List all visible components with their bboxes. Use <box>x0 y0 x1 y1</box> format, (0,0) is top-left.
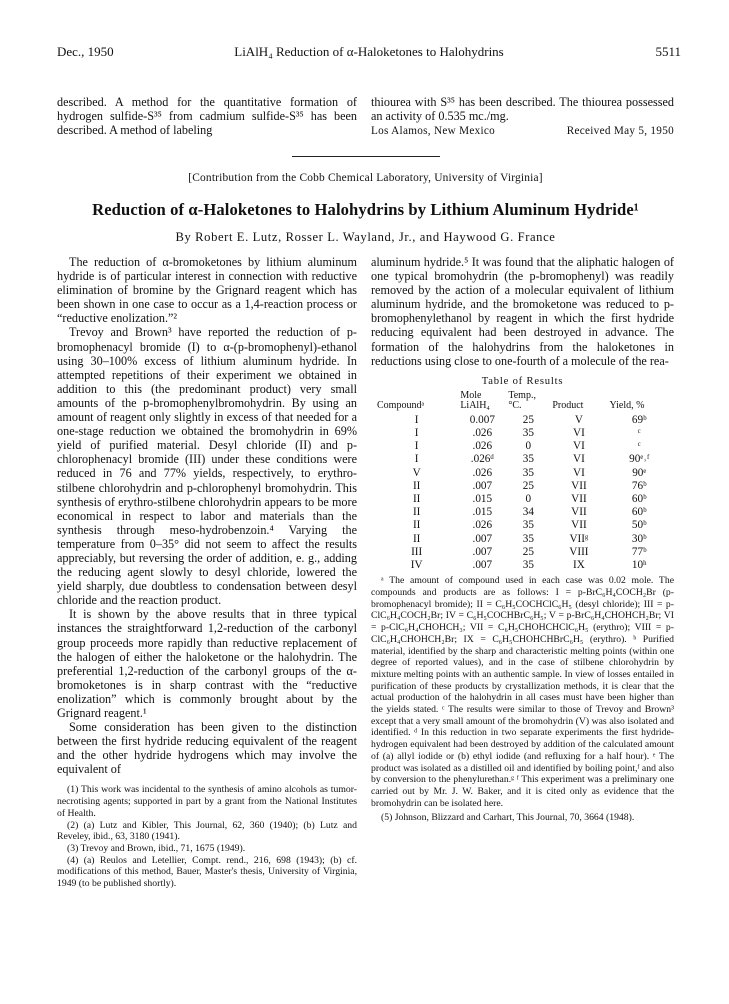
table-cell: .026 <box>472 440 493 453</box>
prev-article-signature <box>371 124 674 138</box>
table-header: Compoundᵃ <box>377 400 425 412</box>
table-cell: .015 <box>472 506 493 519</box>
table-cell: I <box>414 440 419 453</box>
table-cell: .026 <box>472 519 493 532</box>
table-cell: 35 <box>522 453 534 466</box>
table-cell: 76ᵇ <box>631 479 647 492</box>
table-cell: .007 <box>472 479 493 492</box>
footnote: (1) This work was incidental to the synthesis of amino alcohols as tumor-necrotising agents; supported in part by a grant from the National Institutes of Health. <box>57 784 357 819</box>
table-cell: .026 <box>472 466 493 479</box>
table-header-row <box>375 391 671 414</box>
table-cell: II <box>412 506 421 519</box>
prev-article-right <box>371 95 674 138</box>
table-cell: VI <box>573 427 585 440</box>
table-cell: 0 <box>525 440 532 453</box>
table-cell: 0.007 <box>469 413 495 426</box>
running-header <box>57 44 681 62</box>
table-cell: VII <box>571 493 587 506</box>
right-column <box>371 255 674 824</box>
table-row <box>375 546 671 559</box>
table-cell: IX <box>573 559 585 572</box>
table-row <box>375 440 671 453</box>
footnote: (5) Johnson, Blizzard and Carhart, This Journal, 70, 3664 (1948). <box>381 812 635 824</box>
table-cell: 10ʰ <box>631 559 647 572</box>
table-row <box>375 480 671 493</box>
table-cell: VI <box>573 453 585 466</box>
table-cell: 35 <box>522 466 534 479</box>
table-row <box>375 506 671 519</box>
table-cell: VII <box>571 479 587 492</box>
body-paragraph: It is shown by the above results that in three typical instances the straightforward 1,2-reduction of the carbonyl group proceeds more rapidly than reductive replacement of the halogen of either the haloketone or the halohydrin. The preferential 1,2-reduction of the carbonyl groups of the α-bromoketones is in sharp contrast with the “reductive enolization” which is commonly brought about by the Grignard reagent.¹ <box>57 607 357 720</box>
table-header: Temp., °C. <box>508 389 536 412</box>
table-cell: VIIᵍ <box>569 532 589 545</box>
table-cell: II <box>412 493 421 506</box>
table-cell: I <box>414 427 419 440</box>
prev-article-left-text: described. A method for the quantitative formation of hydrogen sulfide-S³⁵ from cadmium sulfide-S³⁵ has been described. A method of labeling <box>57 95 357 138</box>
table-body <box>375 414 671 572</box>
table-cell: 35 <box>522 532 534 545</box>
table-cell: .026 <box>472 427 493 440</box>
table-cell: 50ᵇ <box>631 519 647 532</box>
table-cell: .007 <box>472 545 493 558</box>
table-cell: .007 <box>472 532 493 545</box>
body-paragraph: The reduction of α-bromoketones by lithium aluminum hydride is of particular interest in connection with reductive elimination of bromine by the Grignard reagent which has been shown in one case to occur as a 1,4-reaction process or “reductive enolization.”² <box>57 255 357 326</box>
table-cell: 90ᵉ˒ᶠ <box>629 453 650 466</box>
body-paragraph: aluminum hydride.⁵ It was found that the aliphatic halogen of one typical bromohydrin (the p-bromophenyl) was readily removed by the action of a molecular equivalent of lithium aluminum hydride, and the bromoketone was reduced to p-bromophenylethanol by reagent in which the first hydride reducing equivalent had been destroyed in advance. The formation of the halohydrins from the haloketones in reductions using close to one-fourth of a molecule of the rea- <box>371 255 674 368</box>
table-row <box>375 453 671 466</box>
table-cell: III <box>411 545 423 558</box>
table-cell: 60ᵇ <box>631 506 647 519</box>
left-footnotes <box>57 784 357 889</box>
prev-article-left <box>57 95 357 137</box>
table-notes <box>371 575 674 824</box>
table-cell: 90ᵉ <box>632 466 647 479</box>
table-cell: 35 <box>522 427 534 440</box>
table-cell: ᶜ <box>637 440 641 453</box>
prev-article-location: Los Alamos, New Mexico <box>371 125 496 138</box>
table-cell: 69ᵇ <box>631 413 647 426</box>
results-table <box>375 391 671 572</box>
table-cell: VII <box>571 519 587 532</box>
table-cell: 0 <box>525 493 532 506</box>
table-cell: I <box>414 413 419 426</box>
header-page-number: 5511 <box>655 44 681 59</box>
table-cell: 35 <box>522 559 534 572</box>
table-row <box>375 519 671 532</box>
prev-article-right-text: thiourea with S³⁵ has been described. The thiourea possessed an activity of 0.535 mc./mg. <box>371 95 674 124</box>
table-cell: VII <box>571 506 587 519</box>
table-notes-text: ᵃ The amount of compound used in each case was 0.02 mole. The compounds and products are as follows: I = p-BrC₆H₄COCH₂Br (p-bromophenacyl bromide); II = C₆H₅COCHClC₆H₅ (desyl chloride); III = p-ClC₆H₄COCH₂Br; IV = C₆H₅COCHBrC₆H₅; V = p-BrC₆H₄CHOHCH₂Br; VI = p-ClC₆H₄CHOHCH₃; VII = C₆H₅CHOHCHClC₆H₅ (erythro); VIII = p-ClC₆H₄CHOHCH₂Br; IX = C₆H₅CHOHCHBrC₆H₅ (erythro). ᵇ Purified material, identified by the sharp and characteristic melting points (within one degree of reported values), and in the case of stilbene chlorohydrin by mixture melting points with an authentic sample. In view of losses entailed in purification of these products by crystallization methods, it is clear that the actual production of the halohydrin in all cases must have been higher than the yields stated. ᶜ The results were similar to those of Trevoy and Brown³ except that a very small amount of the bromohydrin (V) was also isolated and identified. ᵈ In this reduction in two separate experiments the first hydride-hydrogen equivalent had been destroyed by addition of the calculated amount of (a) allyl iodide or (b) ethyl iodide (and refluxing for a half hour). ᵉ The product was isolated as a distilled oil and identified by boiling point,ᶠ and also by conversion to the phenylurethan.ᵍ ᶠ This experiment was a preliminary one carried out by Mr. J. W. Baker, and it is cited only as evidence that the bromohydrin can be isolated here. <box>371 575 674 809</box>
table-row <box>375 493 671 506</box>
table-cell: .026ᵈ <box>470 453 494 466</box>
table-title: Table of Results <box>481 375 564 387</box>
table-cell: VI <box>573 466 585 479</box>
footnote: (2) (a) Lutz and Kibler, This Journal, 62, 360 (1940); (b) Lutz and Reveley, ibid., 63, 3180 (1941). <box>57 819 357 843</box>
table-row <box>375 467 671 480</box>
table-cell: .015 <box>472 493 493 506</box>
body-paragraph: Trevoy and Brown³ have reported the reduction of p-bromophenacyl bromide (I) to α-(p-bromophenyl)-ethanol using 30–100% excess of lithium aluminum hydride. In attempted repetitions of their experiment we obtained in addition to this (the predominant product) very small amounts of the p-bromophenylbromohydrin. By using an amount of reagent only slightly in excess of that needed for a one-stage reduction we obtained the bromohydrin in 69% yield of purified material. Desyl chloride (II) and p-chlorophenacyl bromide (III) under these conditions were reduced in 76 and 77% yields, respectively, to erythro-stilbene chlorohydrin and p-chlorophenyl bromohydrin. This synthesis of erythro-stilbene chlorohydrin appears to be more economical in respect to labor and materials than the synthesis through meso-hydrobenzoin.⁴ Varying the temperature from 0–35° did not seem to affect the results appreciably, but reversing the order of addition, e. g., adding the reducing agent slowly to desyl chloride, lowered the yield sharply, due doubtless to condensation between desyl chloride and the reaction product. <box>57 325 357 608</box>
table-cell: V <box>574 413 583 426</box>
prev-article-received: Received May 5, 1950 <box>566 125 674 138</box>
table-cell: II <box>412 532 421 545</box>
table-cell: 25 <box>522 413 534 426</box>
article-title: Reduction of α-Haloketones to Halohydrins by Lithium Aluminum Hydride¹ <box>92 200 639 219</box>
table-header: Product <box>552 400 584 412</box>
table-cell: 25 <box>522 479 534 492</box>
footnote: (3) Trevoy and Brown, ibid., 71, 1675 (1949). <box>67 842 246 854</box>
table-cell: 30ᵇ <box>631 532 647 545</box>
table-cell: .007 <box>472 559 493 572</box>
table-cell: 34 <box>522 506 534 519</box>
header-title: LiAlH₄ Reduction of α-Haloketones to Halohydrins <box>234 44 504 59</box>
table-cell: I <box>414 453 419 466</box>
table-row <box>375 533 671 546</box>
table-cell: 77ᵇ <box>631 545 647 558</box>
table-cell: II <box>412 519 421 532</box>
table-header: Yield, % <box>609 400 645 412</box>
table-cell: VI <box>573 440 585 453</box>
section-divider <box>292 156 440 157</box>
table-cell: IV <box>410 559 423 572</box>
table-row <box>375 414 671 427</box>
table-row <box>375 427 671 440</box>
table-cell: VIII <box>569 545 589 558</box>
body-paragraph: Some consideration has been given to the distinction between the first hydride reducing equivalent of the reagent and the other hydride hydrogens which may involve the equivalent of <box>57 720 357 777</box>
table-cell: ᶜ <box>637 427 641 440</box>
footnote: (4) (a) Reulos and Letellier, Compt. rend., 216, 698 (1943); (b) cf. modifications of this method, Bauer, Master's thesis, University of Virginia, 1949 (to be published shortly). <box>57 854 357 890</box>
table-cell: II <box>412 479 421 492</box>
table-header: Mole LiAlH₄ <box>460 389 490 412</box>
left-column <box>57 255 357 890</box>
table-cell: 60ᵇ <box>631 493 647 506</box>
header-date: Dec., 1950 <box>57 44 114 59</box>
table-cell: V <box>412 466 421 479</box>
contribution-line: [Contribution from the Cobb Chemical Laboratory, University of Virginia] <box>188 172 543 184</box>
table-cell: 25 <box>522 545 534 558</box>
article-authors: By Robert E. Lutz, Rosser L. Wayland, Jr., and Haywood G. France <box>175 230 556 244</box>
table-cell: 35 <box>522 519 534 532</box>
table-row <box>375 559 671 572</box>
